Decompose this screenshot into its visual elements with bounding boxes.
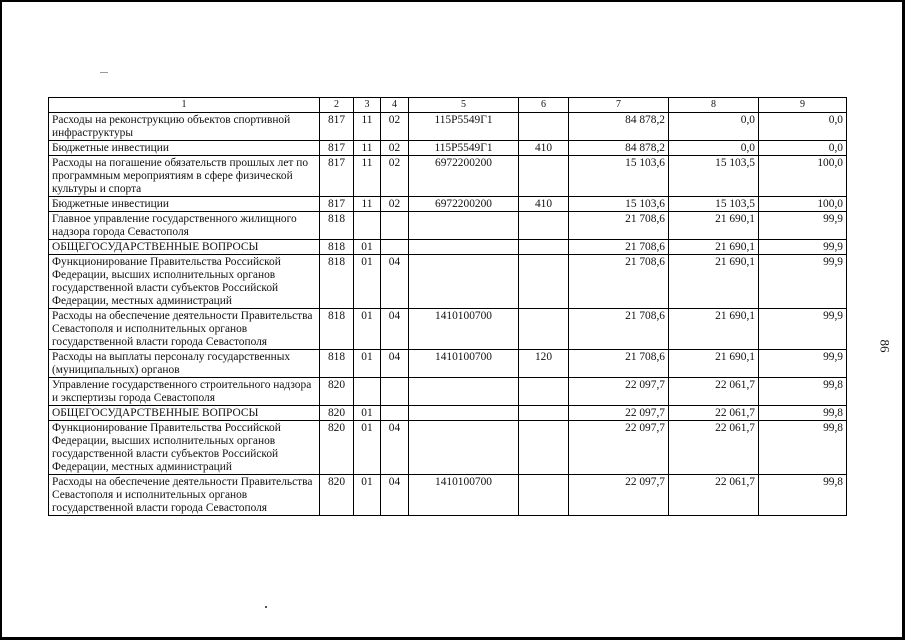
row-value-cell: 0,0 — [669, 113, 759, 141]
row-value-cell: 100,0 — [759, 197, 847, 212]
scan-border-top — [0, 0, 905, 2]
row-value-cell: 120 — [519, 350, 569, 378]
row-value-cell: 21 690,1 — [669, 255, 759, 309]
row-value-cell: 1410100700 — [409, 350, 519, 378]
scan-speck — [265, 606, 267, 608]
row-value-cell: 01 — [354, 240, 381, 255]
row-value-cell — [409, 255, 519, 309]
row-value-cell: 21 690,1 — [669, 240, 759, 255]
table-row — [49, 406, 847, 421]
table-header-row — [49, 98, 847, 113]
row-value-cell: 100,0 — [759, 156, 847, 197]
table-row — [49, 197, 847, 212]
row-value-cell: 817 — [320, 113, 354, 141]
row-value-cell: 817 — [320, 156, 354, 197]
row-value-cell: 15 103,6 — [569, 197, 669, 212]
row-value-cell: 22 097,7 — [569, 421, 669, 475]
table-row — [49, 350, 847, 378]
row-value-cell: 99,8 — [759, 378, 847, 406]
row-value-cell — [519, 212, 569, 240]
row-value-cell: 11 — [354, 156, 381, 197]
row-value-cell: 99,9 — [759, 309, 847, 350]
row-value-cell — [519, 421, 569, 475]
row-value-cell: 21 708,6 — [569, 212, 669, 240]
row-value-cell: 6972200200 — [409, 156, 519, 197]
row-value-cell: 99,9 — [759, 240, 847, 255]
row-value-cell: 01 — [354, 309, 381, 350]
table-row — [49, 156, 847, 197]
row-value-cell — [409, 406, 519, 421]
row-value-cell: 99,8 — [759, 406, 847, 421]
row-value-cell: 04 — [381, 309, 409, 350]
row-label-cell: ОБЩЕГОСУДАРСТВЕННЫЕ ВОПРОСЫ — [49, 240, 320, 255]
row-value-cell: 22 097,7 — [569, 378, 669, 406]
table-row — [49, 113, 847, 141]
row-value-cell: 410 — [519, 141, 569, 156]
scan-border-left — [0, 0, 2, 640]
row-value-cell — [354, 378, 381, 406]
row-value-cell: 02 — [381, 197, 409, 212]
table-row — [49, 212, 847, 240]
row-label-cell: Расходы на реконструкцию объектов спортивной инфраструктуры — [49, 113, 320, 141]
row-value-cell: 99,8 — [759, 475, 847, 516]
row-value-cell: 21 708,6 — [569, 240, 669, 255]
table-row — [49, 378, 847, 406]
row-value-cell: 22 061,7 — [669, 406, 759, 421]
row-value-cell — [409, 421, 519, 475]
row-value-cell: 21 690,1 — [669, 350, 759, 378]
row-value-cell: 22 061,7 — [669, 421, 759, 475]
row-label-cell: Расходы на погашение обязательств прошлых лет по программным мероприятиям в сфере физической культуры и спорта — [49, 156, 320, 197]
row-value-cell: 0,0 — [669, 141, 759, 156]
column-header: 5 — [409, 98, 519, 113]
row-value-cell — [519, 113, 569, 141]
row-value-cell: 820 — [320, 378, 354, 406]
column-header: 9 — [759, 98, 847, 113]
table-row — [49, 141, 847, 156]
row-label-cell: Бюджетные инвестиции — [49, 141, 320, 156]
row-value-cell: 04 — [381, 255, 409, 309]
column-header: 2 — [320, 98, 354, 113]
table-row — [49, 309, 847, 350]
row-value-cell: 817 — [320, 141, 354, 156]
row-value-cell: 99,9 — [759, 350, 847, 378]
row-value-cell — [354, 212, 381, 240]
row-value-cell: 817 — [320, 197, 354, 212]
row-value-cell: 11 — [354, 197, 381, 212]
column-header: 8 — [669, 98, 759, 113]
row-value-cell: 01 — [354, 475, 381, 516]
row-value-cell: 115Р5549Г1 — [409, 141, 519, 156]
row-value-cell: 22 097,7 — [569, 406, 669, 421]
column-header: 4 — [381, 98, 409, 113]
row-value-cell: 15 103,5 — [669, 156, 759, 197]
row-value-cell: 99,9 — [759, 255, 847, 309]
row-value-cell: 11 — [354, 113, 381, 141]
row-value-cell — [519, 156, 569, 197]
row-value-cell: 22 061,7 — [669, 378, 759, 406]
row-value-cell: 0,0 — [759, 141, 847, 156]
row-value-cell: 820 — [320, 421, 354, 475]
table-row — [49, 255, 847, 309]
row-value-cell: 04 — [381, 421, 409, 475]
table-row — [49, 240, 847, 255]
row-value-cell: 84 878,2 — [569, 113, 669, 141]
row-label-cell: Функционирование Правительства Российской Федерации, высших исполнительных органов государственной власти субъектов Российской Федерации, местных администраций — [49, 255, 320, 309]
row-value-cell — [381, 212, 409, 240]
row-label-cell: ОБЩЕГОСУДАРСТВЕННЫЕ ВОПРОСЫ — [49, 406, 320, 421]
row-value-cell: 04 — [381, 475, 409, 516]
table-row — [49, 475, 847, 516]
row-value-cell: 99,9 — [759, 212, 847, 240]
row-value-cell: 84 878,2 — [569, 141, 669, 156]
row-value-cell: 115Р5549Г1 — [409, 113, 519, 141]
row-label-cell: Главное управление государственного жилищного надзора города Севастополя — [49, 212, 320, 240]
scan-speck — [100, 72, 108, 73]
row-value-cell — [519, 255, 569, 309]
row-value-cell: 02 — [381, 141, 409, 156]
row-label-cell: Бюджетные инвестиции — [49, 197, 320, 212]
budget-table — [48, 97, 847, 516]
row-value-cell: 99,8 — [759, 421, 847, 475]
row-value-cell — [381, 406, 409, 421]
table-row — [49, 421, 847, 475]
row-value-cell — [409, 240, 519, 255]
row-value-cell — [519, 309, 569, 350]
column-header: 1 — [49, 98, 320, 113]
page-number: 86 — [877, 339, 893, 353]
row-value-cell: 21 690,1 — [669, 309, 759, 350]
row-value-cell: 01 — [354, 421, 381, 475]
row-value-cell: 22 097,7 — [569, 475, 669, 516]
row-value-cell: 21 708,6 — [569, 255, 669, 309]
row-value-cell — [381, 378, 409, 406]
row-value-cell: 818 — [320, 255, 354, 309]
row-value-cell: 1410100700 — [409, 475, 519, 516]
row-label-cell: Расходы на выплаты персоналу государственных (муниципальных) органов — [49, 350, 320, 378]
row-value-cell: 01 — [354, 350, 381, 378]
row-value-cell: 21 708,6 — [569, 350, 669, 378]
row-value-cell: 02 — [381, 156, 409, 197]
row-label-cell: Управление государственного строительного надзора и экспертизы города Севастополя — [49, 378, 320, 406]
row-value-cell: 21 690,1 — [669, 212, 759, 240]
row-value-cell: 818 — [320, 212, 354, 240]
row-value-cell: 01 — [354, 406, 381, 421]
row-value-cell: 11 — [354, 141, 381, 156]
row-value-cell — [519, 378, 569, 406]
row-value-cell: 1410100700 — [409, 309, 519, 350]
row-value-cell: 02 — [381, 113, 409, 141]
row-value-cell: 818 — [320, 240, 354, 255]
row-value-cell: 818 — [320, 350, 354, 378]
row-value-cell — [519, 240, 569, 255]
row-value-cell: 01 — [354, 255, 381, 309]
column-header: 6 — [519, 98, 569, 113]
row-value-cell: 04 — [381, 350, 409, 378]
column-header: 7 — [569, 98, 669, 113]
row-value-cell — [519, 475, 569, 516]
row-value-cell — [381, 240, 409, 255]
row-value-cell: 820 — [320, 475, 354, 516]
column-header: 3 — [354, 98, 381, 113]
row-value-cell: 820 — [320, 406, 354, 421]
row-value-cell: 21 708,6 — [569, 309, 669, 350]
row-label-cell: Расходы на обеспечение деятельности Правительства Севастополя и исполнительных органов государственной власти города Севастополя — [49, 309, 320, 350]
row-value-cell: 0,0 — [759, 113, 847, 141]
row-value-cell: 15 103,5 — [669, 197, 759, 212]
row-value-cell: 22 061,7 — [669, 475, 759, 516]
row-value-cell: 6972200200 — [409, 197, 519, 212]
row-value-cell: 818 — [320, 309, 354, 350]
row-value-cell — [409, 212, 519, 240]
row-label-cell: Функционирование Правительства Российской Федерации, высших исполнительных органов государственной власти субъектов Российской Федерации, местных администраций — [49, 421, 320, 475]
row-value-cell — [409, 378, 519, 406]
row-value-cell: 15 103,6 — [569, 156, 669, 197]
row-value-cell: 410 — [519, 197, 569, 212]
row-value-cell — [519, 406, 569, 421]
row-label-cell: Расходы на обеспечение деятельности Правительства Севастополя и исполнительных органов государственной власти города Севастополя — [49, 475, 320, 516]
